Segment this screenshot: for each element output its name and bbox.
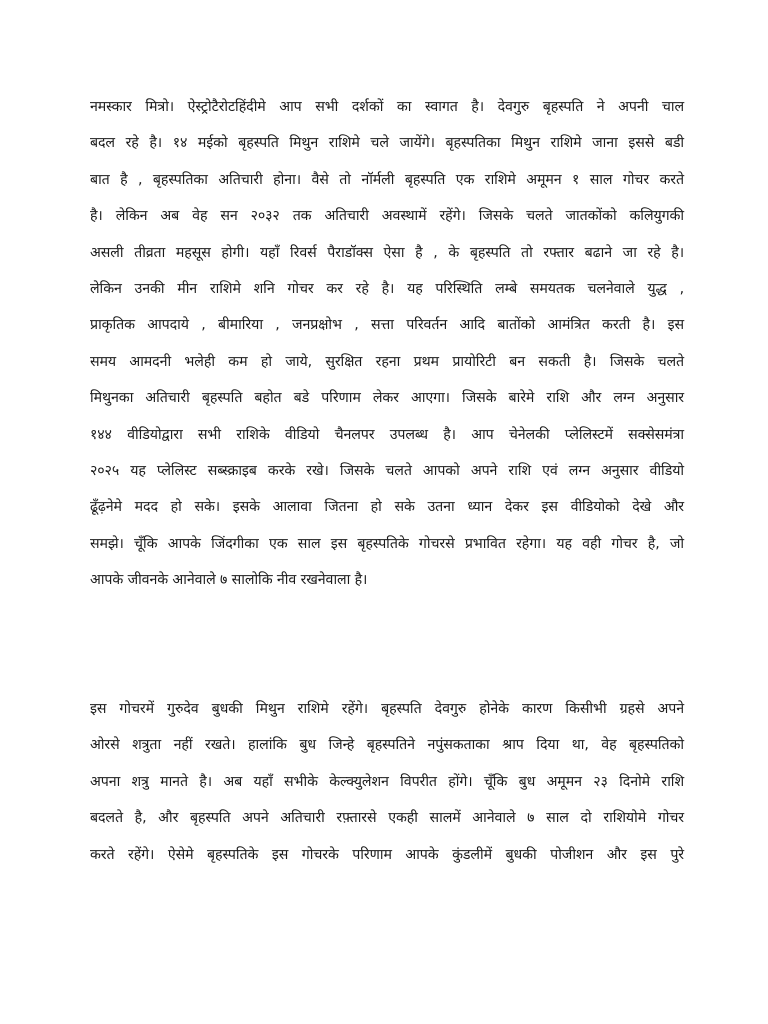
paragraph-intro: [90, 89, 684, 598]
text-line: प्राकृतिक आपदाये , बीमारिया , जनप्रक्षोभ , सत्ता परिवर्तन आदि बातोंको आमंत्रित करती है। इस: [90, 317, 684, 334]
text-line-last: आपके जीवनके आनेवाले ७ सालोकि नीव रखनेवाला है।: [90, 572, 368, 589]
text-line: समय आमदनी भलेही कम हो जाये, सुरक्षित रहना प्रथम प्रायोरिटी बन सकती है। जिसके चलते: [90, 353, 684, 370]
text-line: १४४ वीडियोद्वारा सभी राशिके वीडियो चैनलपर उपलब्ध है। आप चेनेलकी प्लेलिस्टमें सक्सेसमंत्रा: [90, 426, 684, 443]
text-line: ओरसे शत्रुता नहीं रखते। हालांकि बुध जिन्हे बृहस्पतिने नपुंसकताका श्राप दिया था, वेह बृहस्पतिको: [90, 737, 684, 754]
text-line: असली तीव्रता महसूस होगी। यहाँ रिवर्स पैराडॉक्स ऐसा है , के बृहस्पति तो रफ्तार बढाने जा रहे है।: [90, 244, 684, 261]
text-line: नमस्कार मित्रो। ऐस्ट्रोटैरोटहिंदीमे आप सभी दर्शकों का स्वागत है। देवगुरु बृहस्पति ने अपनी चाल: [90, 99, 684, 115]
text-line: बात है , बृहस्पतिका अतिचारी होना। वैसे तो नॉर्मली बृहस्पति एक राशिमे अमूमन १ साल गोचर करते: [90, 171, 684, 188]
paragraph-mercury: [90, 691, 684, 873]
text-line: २०२५ यह प्लेलिस्ट सब्स्क्राइब करके रखे। जिसके चलते आपको अपने राशि एवं लग्न अनुसार वीडियो: [90, 462, 684, 479]
text-line: है। लेकिन अब वेह सन २०३२ तक अतिचारी अवस्थामें रहेंगे। जिसके चलते जातकोंको कलियुगकी: [90, 208, 684, 225]
text-line: ढूँढ़नेमे मदद हो सके। इसके आलावा जितना हो सके उतना ध्यान देकर इस वीडियोको देखे और: [90, 499, 684, 516]
text-line: अपना शत्रु मानते है। अब यहाँ सभीके केल्क्युलेशन विपरीत होंगे। चूँकि बुध अमूमन २३ दिनोमे राशि: [90, 773, 684, 790]
text-line: समझे। चूँकि आपके जिंदगीका एक साल इस बृहस्पतिके गोचरसे प्रभावित रहेगा। यह वही गोचर है, जो: [90, 535, 684, 552]
text-line: मिथुनका अतिचारी बृहस्पति बहोत बडे परिणाम लेकर आएगा। जिसके बारेमे राशि और लग्न अनुसार: [90, 390, 684, 407]
text-line: बदलते है, और बृहस्पति अपने अतिचारी रफ़्तारसे एकही सालमें आनेवाले ७ साल दो राशियोमे गोचर: [90, 810, 684, 827]
text-line: करते रहेंगे। ऐसेमे बृहस्पतिके इस गोचरके परिणाम आपके कुंडलीमें बुधकी पोजीशन और इस पुरे: [90, 846, 684, 863]
text-line: लेकिन उनकी मीन राशिमे शनि गोचर कर रहे है। यह परिस्थिति लम्बे समयतक चलनेवाले युद्ध ,: [90, 280, 684, 297]
text-line: इस गोचरमें गुरुदेव बुधकी मिथुन राशिमे रहेंगे। बृहस्पति देवगुरु होनेके कारण किसीभी ग्रहसे अपने: [90, 701, 684, 717]
text-line: बदल रहे है। १४ मईको बृहस्पति मिथुन राशिमे चले जायेंगे। बृहस्पतिका मिथुन राशिमे जाना इससे बडी: [90, 135, 684, 152]
